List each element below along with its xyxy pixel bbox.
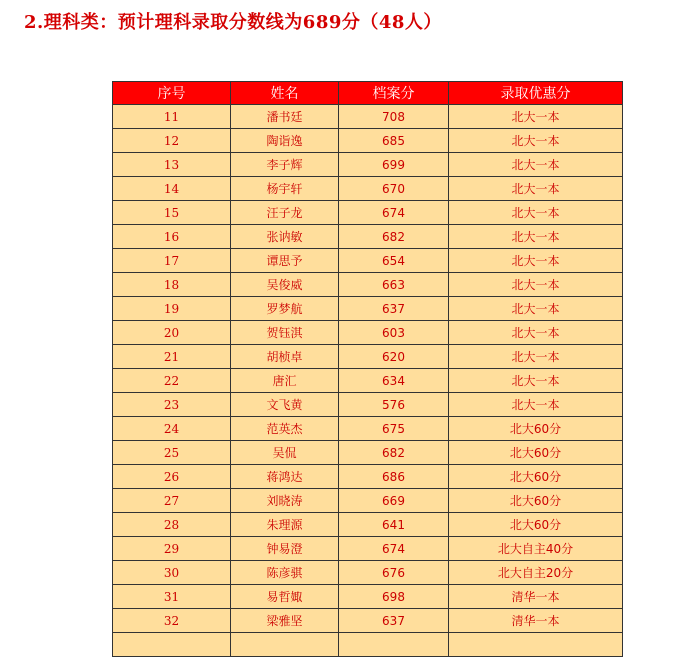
cell-name: 汪子龙 — [231, 201, 339, 225]
cell-bonus: 北大一本 — [449, 273, 623, 297]
table-row — [113, 321, 623, 345]
cell-seq: 18 — [113, 273, 231, 297]
cell-score: 620 — [339, 345, 449, 369]
cell-bonus: 北大一本 — [449, 177, 623, 201]
cell-bonus: 北大一本 — [449, 153, 623, 177]
cell-score: 708 — [339, 105, 449, 129]
cell-score: 686 — [339, 465, 449, 489]
cell-seq: 14 — [113, 177, 231, 201]
header-seq: 序号 — [113, 82, 231, 105]
cell-bonus: 北大一本 — [449, 249, 623, 273]
cell-bonus: 北大一本 — [449, 321, 623, 345]
cell-name: 吴俊威 — [231, 273, 339, 297]
cell-seq: 21 — [113, 345, 231, 369]
cell-name: 唐汇 — [231, 369, 339, 393]
cell-seq: 16 — [113, 225, 231, 249]
table-row — [113, 273, 623, 297]
table-row — [113, 225, 623, 249]
cell-bonus: 北大自主20分 — [449, 561, 623, 585]
cell-score: 699 — [339, 153, 449, 177]
cell-name: 李子辉 — [231, 153, 339, 177]
cell-bonus: 北大一本 — [449, 129, 623, 153]
table-row — [113, 393, 623, 417]
cell-seq: 30 — [113, 561, 231, 585]
cell-score: 637 — [339, 609, 449, 633]
cell-name: 潘书廷 — [231, 105, 339, 129]
table-row — [113, 561, 623, 585]
cell-bonus: 北大一本 — [449, 225, 623, 249]
cell-name: 刘晓涛 — [231, 489, 339, 513]
cell-name: 蒋鸿达 — [231, 465, 339, 489]
cell-seq: 22 — [113, 369, 231, 393]
cell-name: 罗梦航 — [231, 297, 339, 321]
header-name: 姓名 — [231, 82, 339, 105]
table-row — [113, 369, 623, 393]
cell-seq: 13 — [113, 153, 231, 177]
cell-seq — [113, 633, 231, 657]
cell-bonus: 北大60分 — [449, 417, 623, 441]
cell-score: 654 — [339, 249, 449, 273]
cell-name: 陈彦骐 — [231, 561, 339, 585]
table-row — [113, 129, 623, 153]
cell-name: 梁雅坚 — [231, 609, 339, 633]
cell-score: 576 — [339, 393, 449, 417]
cell-seq: 11 — [113, 105, 231, 129]
cell-score: 682 — [339, 441, 449, 465]
cell-bonus: 北大一本 — [449, 393, 623, 417]
cell-bonus: 北大60分 — [449, 513, 623, 537]
cell-name: 易哲娵 — [231, 585, 339, 609]
cell-bonus: 北大自主40分 — [449, 537, 623, 561]
table-row — [113, 417, 623, 441]
cell-seq: 32 — [113, 609, 231, 633]
cell-seq: 17 — [113, 249, 231, 273]
cell-score: 674 — [339, 537, 449, 561]
cell-bonus — [449, 633, 623, 657]
table-row — [113, 537, 623, 561]
table-row — [113, 609, 623, 633]
cell-bonus: 北大一本 — [449, 297, 623, 321]
section-heading: 2.理科类：预计理科录取分数线为689分（48人） — [24, 12, 442, 33]
cell-name: 贺钰淇 — [231, 321, 339, 345]
cell-score: 674 — [339, 201, 449, 225]
cell-score: 663 — [339, 273, 449, 297]
cell-bonus: 北大一本 — [449, 105, 623, 129]
cell-score: 670 — [339, 177, 449, 201]
cell-score: 698 — [339, 585, 449, 609]
cell-seq: 25 — [113, 441, 231, 465]
cell-name: 钟易澄 — [231, 537, 339, 561]
cell-bonus: 北大60分 — [449, 489, 623, 513]
cell-name: 范英杰 — [231, 417, 339, 441]
cell-name: 文飞黄 — [231, 393, 339, 417]
cell-bonus: 北大一本 — [449, 345, 623, 369]
cell-seq: 23 — [113, 393, 231, 417]
cell-seq: 24 — [113, 417, 231, 441]
cell-seq: 26 — [113, 465, 231, 489]
cell-name: 朱理源 — [231, 513, 339, 537]
cell-score: 682 — [339, 225, 449, 249]
cell-seq: 28 — [113, 513, 231, 537]
cell-bonus: 北大一本 — [449, 369, 623, 393]
cell-score: 685 — [339, 129, 449, 153]
cell-score: 634 — [339, 369, 449, 393]
table-row — [113, 489, 623, 513]
cell-score — [339, 633, 449, 657]
table-row — [113, 345, 623, 369]
cell-seq: 12 — [113, 129, 231, 153]
table-row — [113, 585, 623, 609]
table-row — [113, 513, 623, 537]
cell-seq: 20 — [113, 321, 231, 345]
cell-seq: 27 — [113, 489, 231, 513]
table-row — [113, 105, 623, 129]
admission-table — [112, 81, 623, 657]
cell-score: 676 — [339, 561, 449, 585]
cell-seq: 29 — [113, 537, 231, 561]
cell-seq: 19 — [113, 297, 231, 321]
cell-bonus: 清华一本 — [449, 609, 623, 633]
table-row — [113, 177, 623, 201]
cell-bonus: 北大一本 — [449, 201, 623, 225]
cell-name: 杨宇轩 — [231, 177, 339, 201]
table-row — [113, 153, 623, 177]
header-score: 档案分 — [339, 82, 449, 105]
table-row — [113, 201, 623, 225]
cell-name: 吴侃 — [231, 441, 339, 465]
header-row — [113, 82, 623, 105]
table-row — [113, 465, 623, 489]
cell-score: 669 — [339, 489, 449, 513]
cell-score: 637 — [339, 297, 449, 321]
cell-name — [231, 633, 339, 657]
cell-name: 张讷敏 — [231, 225, 339, 249]
table-row — [113, 441, 623, 465]
cell-name: 胡桢卓 — [231, 345, 339, 369]
cell-bonus: 清华一本 — [449, 585, 623, 609]
cell-seq: 31 — [113, 585, 231, 609]
cell-score: 603 — [339, 321, 449, 345]
table-row — [113, 297, 623, 321]
cell-bonus: 北大60分 — [449, 465, 623, 489]
cell-score: 675 — [339, 417, 449, 441]
cell-seq: 15 — [113, 201, 231, 225]
table-row — [113, 633, 623, 657]
cell-name: 谭思予 — [231, 249, 339, 273]
table-body — [113, 105, 623, 657]
cell-score: 641 — [339, 513, 449, 537]
header-bonus: 录取优惠分 — [449, 82, 623, 105]
table-row — [113, 249, 623, 273]
table-header — [113, 82, 623, 105]
cell-bonus: 北大60分 — [449, 441, 623, 465]
cell-name: 陶诣逸 — [231, 129, 339, 153]
